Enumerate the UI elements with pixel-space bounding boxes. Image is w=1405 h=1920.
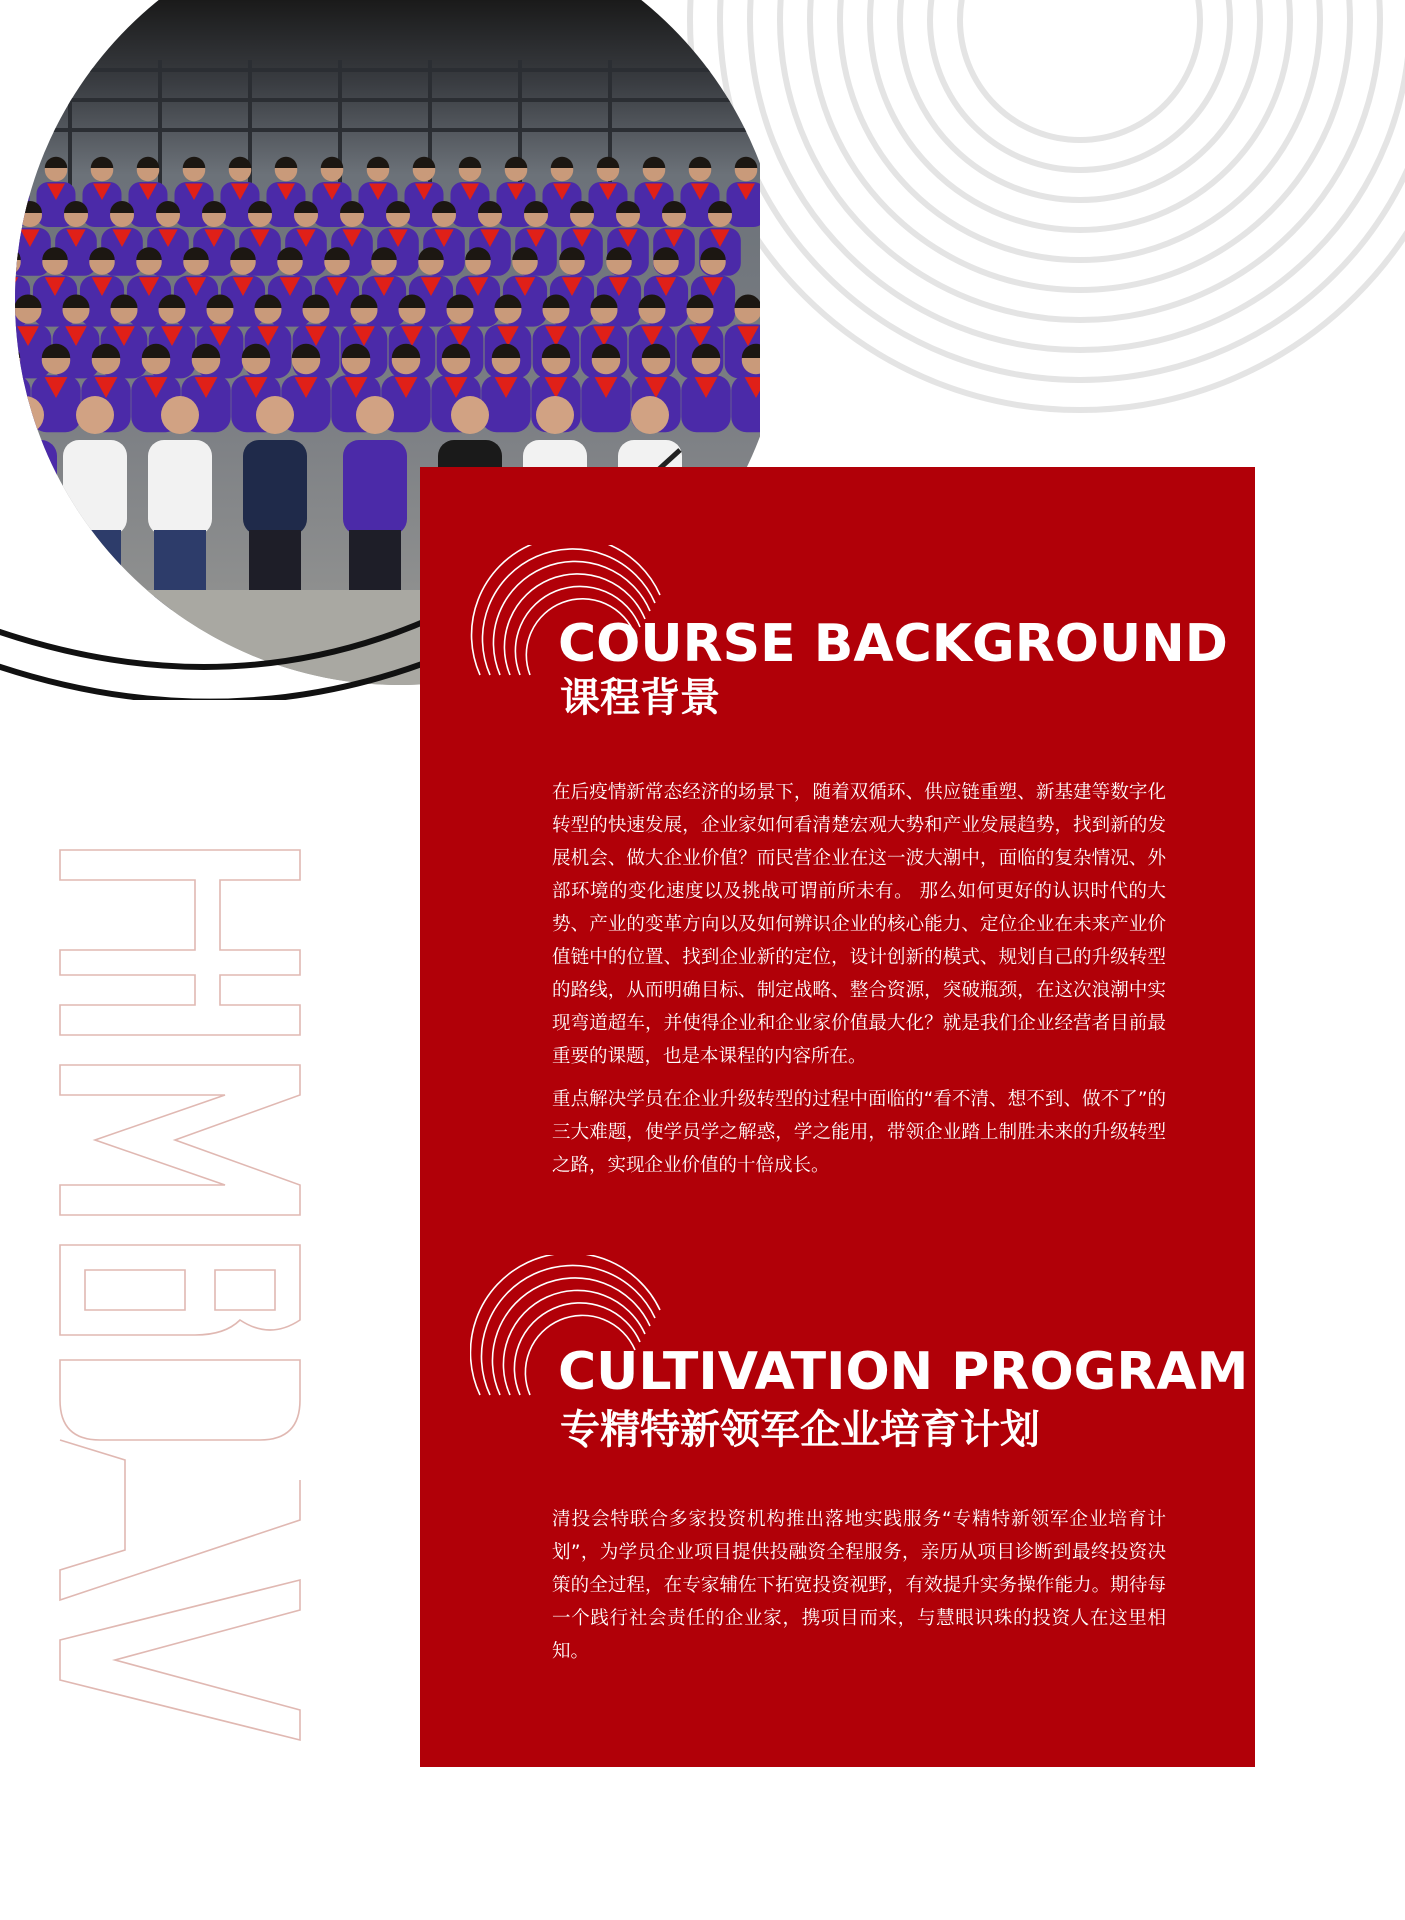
front-row-head	[536, 396, 574, 434]
course-background-text	[552, 776, 1166, 1192]
front-row-legs	[0, 530, 51, 610]
front-row-head	[161, 396, 199, 434]
cultivation-program-text	[552, 1503, 1166, 1678]
front-row-person	[0, 440, 57, 535]
cultivation-program-paragraph-1: 清投会特联合多家投资机构推出落地实践服务“专精特新领军企业培育计划”，为学员企业项目提供投融资全程服务，亲历从项目诊断到最终投资决策的全过程，在专家辅佐下拓宽投资视野，有效提升实务操作能力。期待每一个践行社会责任的企业家，携项目而来，与慧眼识珠的投资人在这里相知。	[552, 1509, 1166, 1662]
cultivation-program-title-zh: 专精特新领军企业培育计划	[560, 1407, 1040, 1453]
person-hair	[0, 344, 20, 358]
front-row-head	[356, 396, 394, 434]
front-row-head	[76, 396, 114, 434]
cultivation-program-title-en: CULTIVATION PROGRAM	[558, 1342, 1249, 1402]
front-row-person	[243, 440, 307, 535]
red-scarf	[1, 184, 19, 201]
front-row-person	[343, 440, 407, 535]
course-background-title-zh: 课程背景	[560, 675, 720, 721]
front-row-head	[256, 396, 294, 434]
red-scarf	[0, 377, 17, 398]
emba-outline-text	[55, 840, 315, 1780]
course-background-title-en: COURSE BACKGROUND	[558, 614, 1228, 674]
course-background-paragraph-1: 在后疫情新常态经济的场景下，随着双循环、供应链重塑、新基建等数字化转型的快速发展，企业家如何看清楚宏观大势和产业发展趋势，找到新的发展机会、做大企业价值？而民营企业在这一波大潮中，面临的复杂情况、外部环境的变化速度以及挑战可谓前所未有。 那么如何更好的认识时代的大势、产业的变革方向以及如何辨识企业的核心能力、定位企业在未来产业价值链中的位置、找到企业新的定位，设计创新的模式、规划自己的升级转型的路线，从而明确目标、制定战略、整合资源，突破瓶颈，在这次浪潮中实现弯道超车，并使得企业和企业家价值最大化？就是我们企业经营者目前最重要的课题，也是本课程的内容所在。	[552, 782, 1166, 1067]
person-head	[0, 346, 20, 375]
course-background-paragraph-2: 重点解决学员在企业升级转型的过程中面临的“看不清、想不到、做不了”的三大难题，使学员学之解惑，学之能用，带领企业踏上制胜未来的升级转型之路，实现企业价值的十倍成长。	[552, 1089, 1166, 1176]
front-row-legs	[69, 530, 121, 610]
person-hair	[0, 247, 21, 260]
front-row-person	[148, 440, 212, 535]
front-row-head	[6, 396, 44, 434]
front-row-person	[63, 440, 127, 535]
person-hair	[0, 157, 21, 168]
front-row-head	[631, 396, 669, 434]
person-head	[0, 159, 21, 182]
front-row-head	[451, 396, 489, 434]
person-body	[0, 375, 31, 432]
